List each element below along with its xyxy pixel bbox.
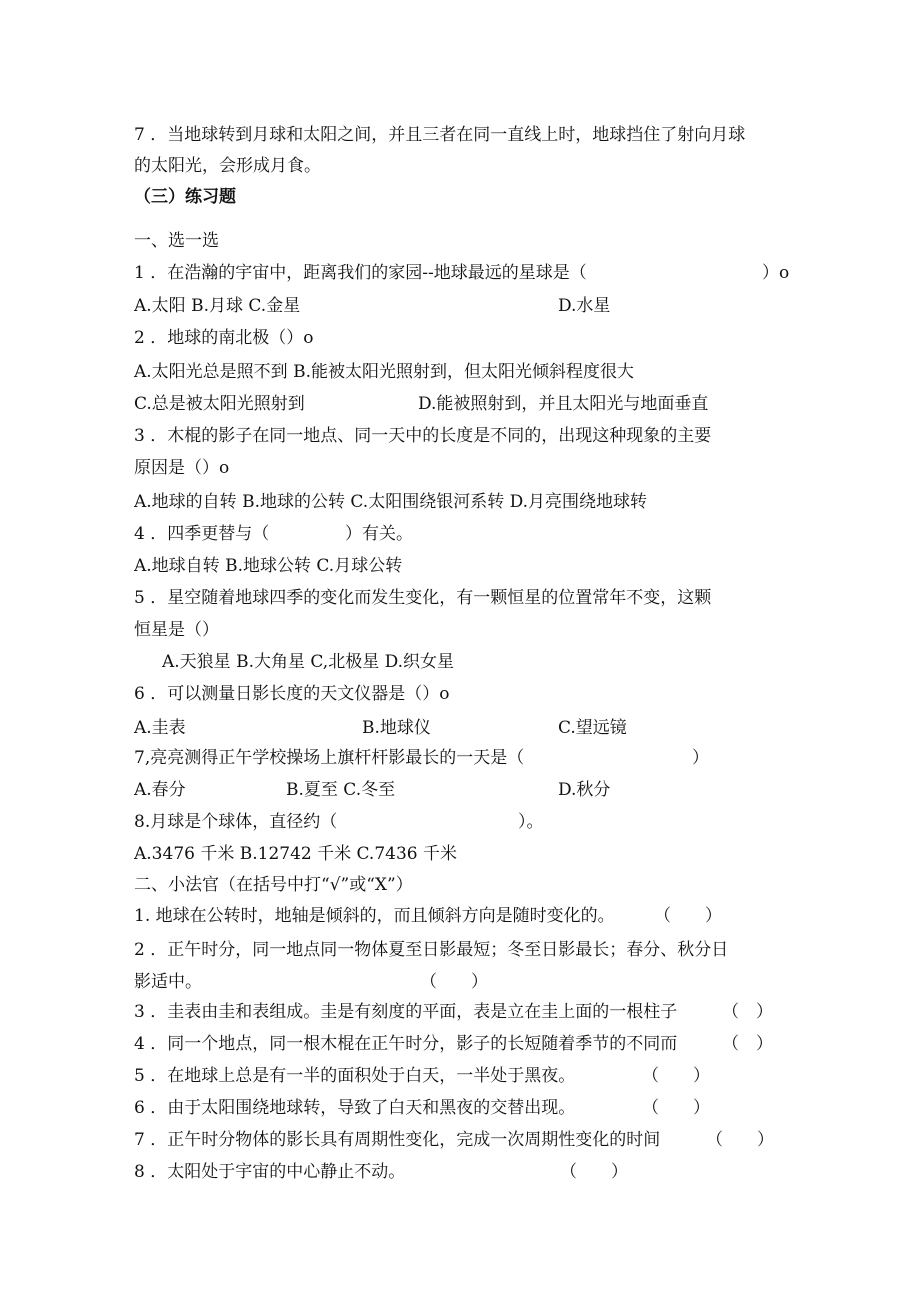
q8-tail: ）。: [518, 812, 544, 832]
q3-stem-line2: 原因是（）o: [134, 458, 230, 478]
s3-answer-paren[interactable]: （ ）: [722, 1002, 773, 1022]
s8-text: 8 ．太阳处于宇宙的中心静止不动。: [134, 1162, 406, 1182]
q7-options-bc: B.夏至 C.冬至: [286, 780, 396, 800]
q6-option-b: B.地球仪: [362, 718, 431, 738]
s4-text: 4 ．同一个地点，同一根木棍在正午时分，影子的长短随着季节的不同而: [134, 1034, 678, 1054]
q7-stem: 7,亮亮测得正午学校操场上旗杆杆影最长的一天是（: [134, 748, 525, 768]
q2-option-d: D.能被照射到，并且太阳光与地面垂直: [418, 394, 709, 414]
s7-text: 7 ．正午时分物体的影长具有周期性变化，完成一次周期性变化的时间: [134, 1130, 661, 1150]
section-title: （三）练习题: [134, 187, 236, 207]
q1-stem: 1 ．在浩瀚的宇宙中，距离我们的家园--地球最远的星球是（: [134, 263, 587, 283]
s2-answer-paren[interactable]: （ ）: [420, 972, 488, 992]
q5-stem-line2: 恒星是（）: [134, 620, 219, 640]
s4-answer-paren[interactable]: （ ）: [722, 1034, 773, 1054]
q6-stem: 6 ．可以测量日影长度的天文仪器是（）o: [134, 684, 450, 704]
q6-option-a: A.圭表: [134, 718, 186, 738]
q7-option-a: A.春分: [134, 780, 186, 800]
s1-text: 1. 地球在公转时，地轴是倾斜的，而且倾斜方向是随时变化的。: [134, 906, 615, 926]
q2-stem: 2 ．地球的南北极（）o: [134, 328, 314, 348]
s5-answer-paren[interactable]: （ ）: [642, 1066, 710, 1086]
part2-heading: 二、小法官（在括号中打“√”或“X”）: [134, 875, 413, 895]
q3-options: A.地球的自转 B.地球的公转 C.太阳围绕银河系转 D.月亮围绕地球转: [134, 492, 648, 512]
q4-stem: 4 ．四季更替与（: [134, 524, 270, 544]
q8-stem: 8.月球是个球体，直径约（: [134, 812, 338, 832]
q2-options-ab: A.太阳光总是照不到 B.能被太阳光照射到，但太阳光倾斜程度很大: [134, 362, 634, 382]
s5-text: 5 ．在地球上总是有一半的面积处于白天，一半处于黑夜。: [134, 1066, 576, 1086]
q1-tail: ）o: [762, 263, 790, 283]
s6-answer-paren[interactable]: （ ）: [642, 1098, 710, 1118]
q2-option-c: C.总是被太阳光照射到: [134, 394, 305, 414]
q4-tail: ）有关。: [345, 524, 413, 544]
s8-answer-paren[interactable]: （ ）: [560, 1162, 628, 1182]
q4-options: A.地球自转 B.地球公转 C.月球公转: [134, 556, 403, 576]
s7-answer-paren[interactable]: （ ）: [706, 1130, 774, 1150]
s2-line2: 影适中。: [134, 972, 202, 992]
q5-stem-line1: 5 ．星空随着地球四季的变化而发生变化，有一颗恒星的位置常年不变，这颗: [134, 588, 712, 608]
q1-option-d: D.水星: [558, 296, 611, 316]
q3-stem-line1: 3 ．木棍的影子在同一地点、同一天中的长度是不同的，出现这种现象的主要: [134, 426, 712, 446]
s1-answer-paren[interactable]: （ ）: [654, 906, 722, 926]
q6-option-c: C.望远镜: [558, 718, 627, 738]
s3-text: 3 ．圭表由圭和表组成。圭是有刻度的平面，表是立在圭上面的一根柱子: [134, 1002, 678, 1022]
s2-line1: 2 ．正午时分，同一地点同一物体夏至日影最短；冬至日影最长；春分、秋分日: [134, 940, 729, 960]
s6-text: 6 ．由于太阳围绕地球转，导致了白天和黑夜的交替出现。: [134, 1098, 576, 1118]
q8-options: A.3476 千米 B.12742 千米 C.7436 千米: [134, 844, 458, 864]
q7-tail: ）: [692, 748, 709, 768]
q7-option-d: D.秋分: [558, 780, 611, 800]
q5-options: A.天狼星 B.大角星 C,北极星 D.织女星: [162, 652, 455, 672]
part1-heading: 一、选一选: [134, 231, 219, 251]
intro-item7-line1: 7 ．当地球转到月球和太阳之间，并且三者在同一直线上时，地球挡住了射向月球: [134, 125, 746, 145]
q1-options-abc: A.太阳 B.月球 C.金星: [134, 296, 301, 316]
intro-item7-line2: 的太阳光，会形成月食。: [134, 156, 321, 176]
